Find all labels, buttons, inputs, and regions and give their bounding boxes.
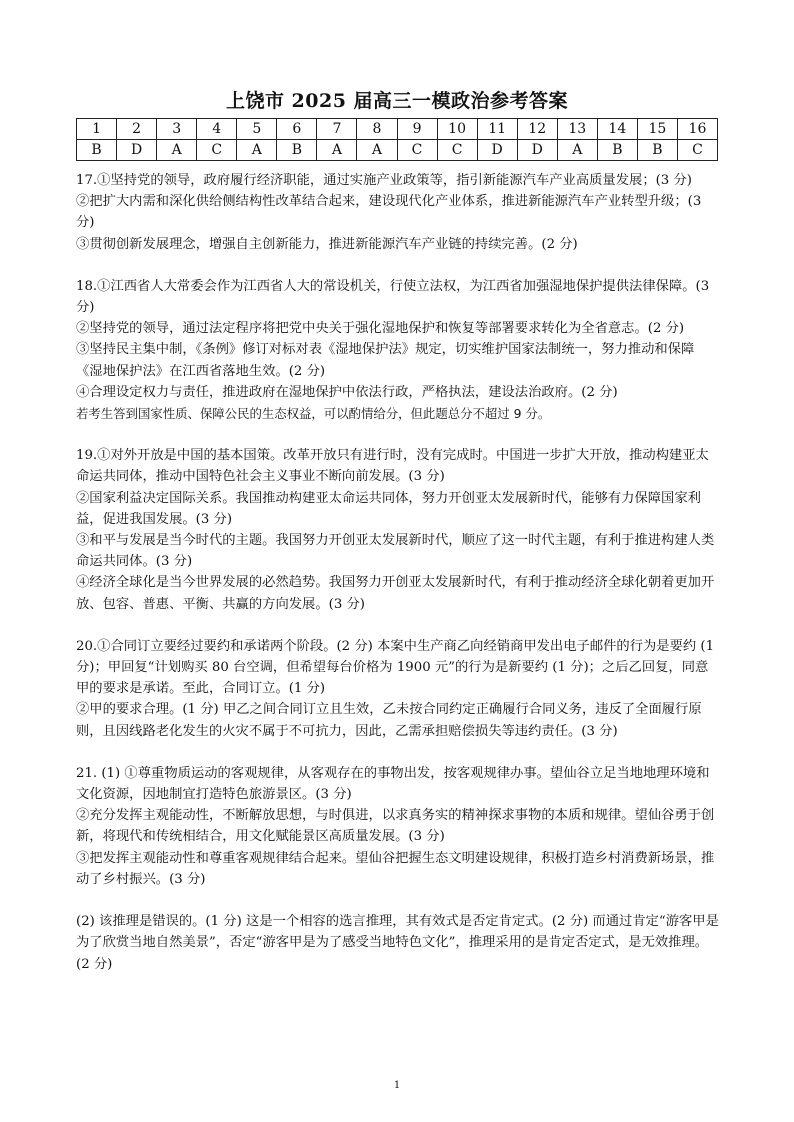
answer-point: ④合理设定权力与责任，推进政府在湿地保护中依法行政，严格执法，建设法治政府。(2 分) xyxy=(76,384,618,400)
question-number: 9 xyxy=(397,119,437,140)
answer-table xyxy=(76,118,718,161)
question-21-part1-answer xyxy=(76,763,720,890)
question-number: 14 xyxy=(597,119,637,140)
question-number: 16 xyxy=(677,119,717,140)
answer-letter-row xyxy=(77,140,718,161)
question-21-part2-answer xyxy=(76,911,720,975)
question-number: 10 xyxy=(437,119,477,140)
question-number: 6 xyxy=(277,119,317,140)
answer-point: ②把扩大内需和深化供给侧结构性改革结合起来，建设现代化产业体系，推进新能源汽车产业转型升级；(3 分) xyxy=(76,194,702,231)
answer-point: ②坚持党的领导，通过法定程序将把党中央关于强化湿地保护和恢复等部署要求转化为全省意志。(2 分) xyxy=(76,321,685,337)
answer-letter: B xyxy=(77,140,117,161)
answer-letter: D xyxy=(477,140,517,161)
answer-point: 17.①坚持党的领导，政府履行经济职能，通过实施产业政策等，指引新能源汽车产业高质量发展；(3 分) xyxy=(76,173,692,188)
question-number: 11 xyxy=(477,119,517,140)
answer-letter: C xyxy=(437,140,477,161)
answer-point: 18.①江西省人大常委会作为江西省人大的常设机关，行使立法权，为江西省加强湿地保护提供法律保障。(3 分) xyxy=(76,278,710,316)
answer-point: ②充分发挥主观能动性，不断解放思想，与时俱进，以求真务实的精神探求事物的本质和规律。望仙谷勇于创新，将现代和传统相结合，用文化赋能景区高质量发展。(3 分) xyxy=(76,808,715,845)
answer-letter: B xyxy=(637,140,677,161)
answer-point: ③坚持民主集中制，《条例》修订对标对表《湿地保护法》规定，切实维护国家法制统一，努力推动和保障《湿地保护法》在江西省落地生效。(2 分) xyxy=(76,342,695,379)
answer-point: ②甲的要求合理。(1 分) 甲乙之间合同订立且生效，乙未按合同约定正确履行合同义务，违反了全面履行原则，且因线路老化发生的火灾不属于不可抗力，因此，乙需承担赔偿损失等违约责任。(3 分) xyxy=(76,702,702,739)
answer-letter: D xyxy=(117,140,157,161)
page-title: 上饶市 2025 届高三一模政治参考答案 xyxy=(225,90,569,112)
question-number: 4 xyxy=(197,119,237,140)
answer-content xyxy=(76,170,720,975)
question-number: 13 xyxy=(557,119,597,140)
answer-point: 20.①合同订立要经过要约和承诺两个阶段。(2 分) 本案中生产商乙向经销商甲发出电子邮件的行为是要约 (1 分)；甲回复“计划购买 80 台空调，但希望每台价格为 1900 元”的行为是新要约 (1 分)；之后乙回复，同意甲的要求是承诺。至此，合同订立。(1 分) xyxy=(76,638,715,697)
answer-point: ③贯彻创新发展理念，增强自主创新能力，推进新能源汽车产业链的持续完善。(2 分) xyxy=(76,236,578,252)
question-number: 15 xyxy=(637,119,677,140)
answer-letter: A xyxy=(557,140,597,161)
question-19-answer xyxy=(76,445,720,615)
answer-letter: C xyxy=(197,140,237,161)
answer-point: ②国家利益决定国际关系。我国推动构建亚太命运共同体，努力开创亚太发展新时代，能够有力保障国家利益，促进我国发展。(3 分) xyxy=(76,490,701,527)
question-number: 7 xyxy=(317,119,357,140)
answer-point: ③和平与发展是当今时代的主题。我国努力开创亚太发展新时代，顺应了这一时代主题，有利于推进构建人类命运共同体。(3 分) xyxy=(76,533,715,570)
question-number: 8 xyxy=(357,119,397,140)
answer-letter: B xyxy=(277,140,317,161)
answer-letter: C xyxy=(397,140,437,161)
question-18-answer xyxy=(76,276,720,424)
answer-letter: A xyxy=(317,140,357,161)
question-20-answer xyxy=(76,636,720,742)
answer-point: 21. (1) ①尊重物质运动的客观规律，从客观存在的事物出发，按客观规律办事。望仙谷立足当地地理环境和文化资源，因地制宜打造特色旅游景区。(3 分) xyxy=(76,765,710,803)
answer-letter: A xyxy=(237,140,277,161)
question-number: 1 xyxy=(77,119,117,140)
question-number: 2 xyxy=(117,119,157,140)
answer-point: (2) 该推理是错误的。(1 分) 这是一个相容的选言推理，其有效式是否定肯定式。(2 分) 而通过肯定“游客甲是为了欣赏当地自然美景”，否定“游客甲是为了感受当地特色文化”，推理采用的是肯定否定式，是无效推理。(2 分) xyxy=(76,914,719,972)
question-number-row xyxy=(77,119,718,140)
answer-point: 19.①对外开放是中国的基本国策。改革开放只有进行时，没有完成时。中国进一步扩大开放，推动构建亚太命运共同体，推动中国特色社会主义事业不断向前发展。(3 分) xyxy=(76,448,709,485)
grading-note: 若考生答到国家性质、保障公民的生态权益，可以酌情给分，但此题总分不超过 9 分。 xyxy=(76,406,551,422)
answer-letter: C xyxy=(677,140,717,161)
answer-point: ④经济全球化是当今世界发展的必然趋势。我国努力开创亚太发展新时代，有利于推动经济全球化朝着更加开放、包容、普惠、平衡、共赢的方向发展。(3 分) xyxy=(76,575,715,612)
answer-point: ③把发挥主观能动性和尊重客观规律结合起来。望仙谷把握生态文明建设规律，积极打造乡村消费新场景，推动了乡村振兴。(3 分) xyxy=(76,850,715,887)
answer-letter: A xyxy=(157,140,197,161)
answer-letter: A xyxy=(357,140,397,161)
answer-letter: B xyxy=(597,140,637,161)
question-number: 12 xyxy=(517,119,557,140)
question-number: 5 xyxy=(237,119,277,140)
question-number: 3 xyxy=(157,119,197,140)
page-number: 1 xyxy=(393,1080,401,1091)
answer-letter: D xyxy=(517,140,557,161)
question-17-answer xyxy=(76,170,720,255)
